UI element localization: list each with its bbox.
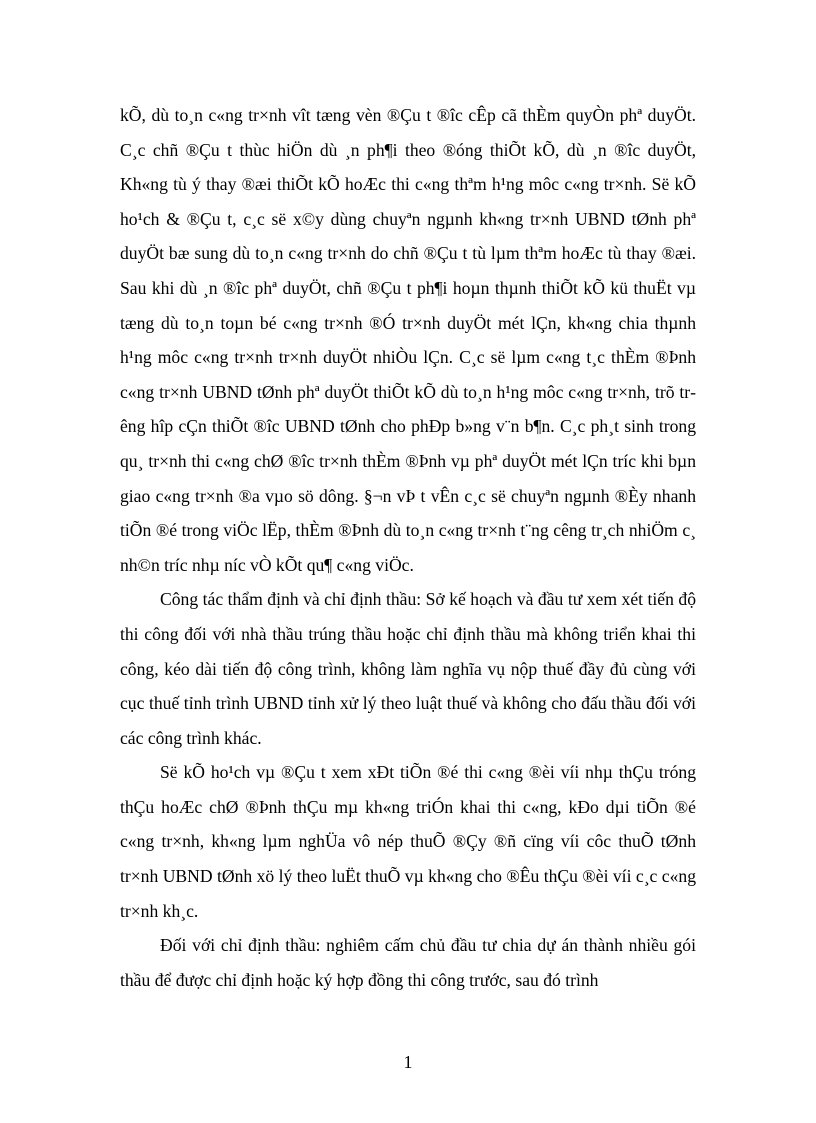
paragraph-2: Công tác thẩm định và chỉ định thầu: Sở kế hoạch và đầu tư xem xét tiến độ thi công đối với nhà thầu trúng thầu hoặc chỉ định thầu mà không triển khai thi công, kéo dài tiến độ công trình, không làm nghĩa vụ nộp thuế đầy đủ cùng với cục thuế tỉnh trình UBND tỉnh xử lý theo luật thuế và không cho đấu thầu đối với các công trình khác. bbox=[120, 589, 696, 748]
body-text bbox=[120, 98, 696, 997]
paragraph-1: kÕ, dù to¸n c«ng tr×nh vît tæng vèn ®Çu t ®îc cÊp cã thÈm quyÒn phª duyÖt. C¸c chñ ®Çu t thùc hiÖn dù ¸n ph¶i theo ®óng thiÕt kÕ, dù ¸n ®îc duyÖt, Kh«ng tù ý thay ®æi thiÕt kÕ hoÆc thi c«ng thªm h¹ng môc c«ng tr×nh. Së kÕ ho¹ch & ®Çu t, c¸c së x©y dùng chuyªn ngµnh kh«ng tr×nh UBND tØnh phª duyÖt bæ sung dù to¸n c«ng tr×nh do chñ ®Çu t tù lµm thªm hoÆc tù thay ®æi. Sau khi dù ¸n ®îc phª duyÖt, chñ ®Çu t ph¶i hoµn thµnh thiÕt kÕ kü thuËt vµ tæng dù to¸n toµn bé c«ng tr×nh ®Ó tr×nh duyÖt mét lÇn, kh«ng chia thµnh h¹ng môc c«ng tr×nh tr×nh duyÖt nhiÒu lÇn. C¸c së lµm c«ng t¸c thÈm ®Þnh c«ng tr×nh UBND tØnh phª duyÖt thiÕt kÕ dù to¸n h¹ng môc c«ng tr×nh, trõ trêng hîp cÇn thiÕt ®îc UBND tØnh cho phÐp b»ng v¨n b¶n. C¸c ph¸t sinh trong qu¸ tr×nh thi c«ng chØ ®îc tr×nh thÈm ®Þnh vµ phª duyÖt mét lÇn tríc khi bµn giao c«ng tr×nh ®a vµo sö dông. §¬n vÞ t vÊn c¸c së chuyªn ngµnh ®Èy nhanh tiÕn ®é trong viÖc lËp, thÈm ®Þnh dù to¸n c«ng tr×nh t¨ng cêng tr¸ch nhiÖm c¸ nh©n tríc nhµ níc vÒ kÕt qu¶ c«ng viÖc. bbox=[120, 105, 696, 575]
paragraph-3: Së kÕ ho¹ch vµ ®Çu t xem xÐt tiÕn ®é thi c«ng ®èi víi nhµ thÇu tróng thÇu hoÆc chØ ®Þnh thÇu mµ kh«ng triÓn khai thi c«ng, kÐo dµi tiÕn ®é c«ng tr×nh, kh«ng lµm nghÜa vô nép thuÕ ®Çy ®ñ cïng víi côc thuÕ tØnh tr×nh UBND tØnh xö lý theo luËt thuÕ vµ kh«ng cho ®Êu thÇu ®èi víi c¸c c«ng tr×nh kh¸c. bbox=[120, 762, 696, 921]
page-number: 1 bbox=[403, 1052, 413, 1072]
paragraph-4: Đối với chỉ định thầu: nghiêm cấm chủ đầu tư chia dự án thành nhiều gói thầu để được chỉ định hoặc ký hợp đồng thi công trước, sau đó trình bbox=[120, 935, 696, 990]
